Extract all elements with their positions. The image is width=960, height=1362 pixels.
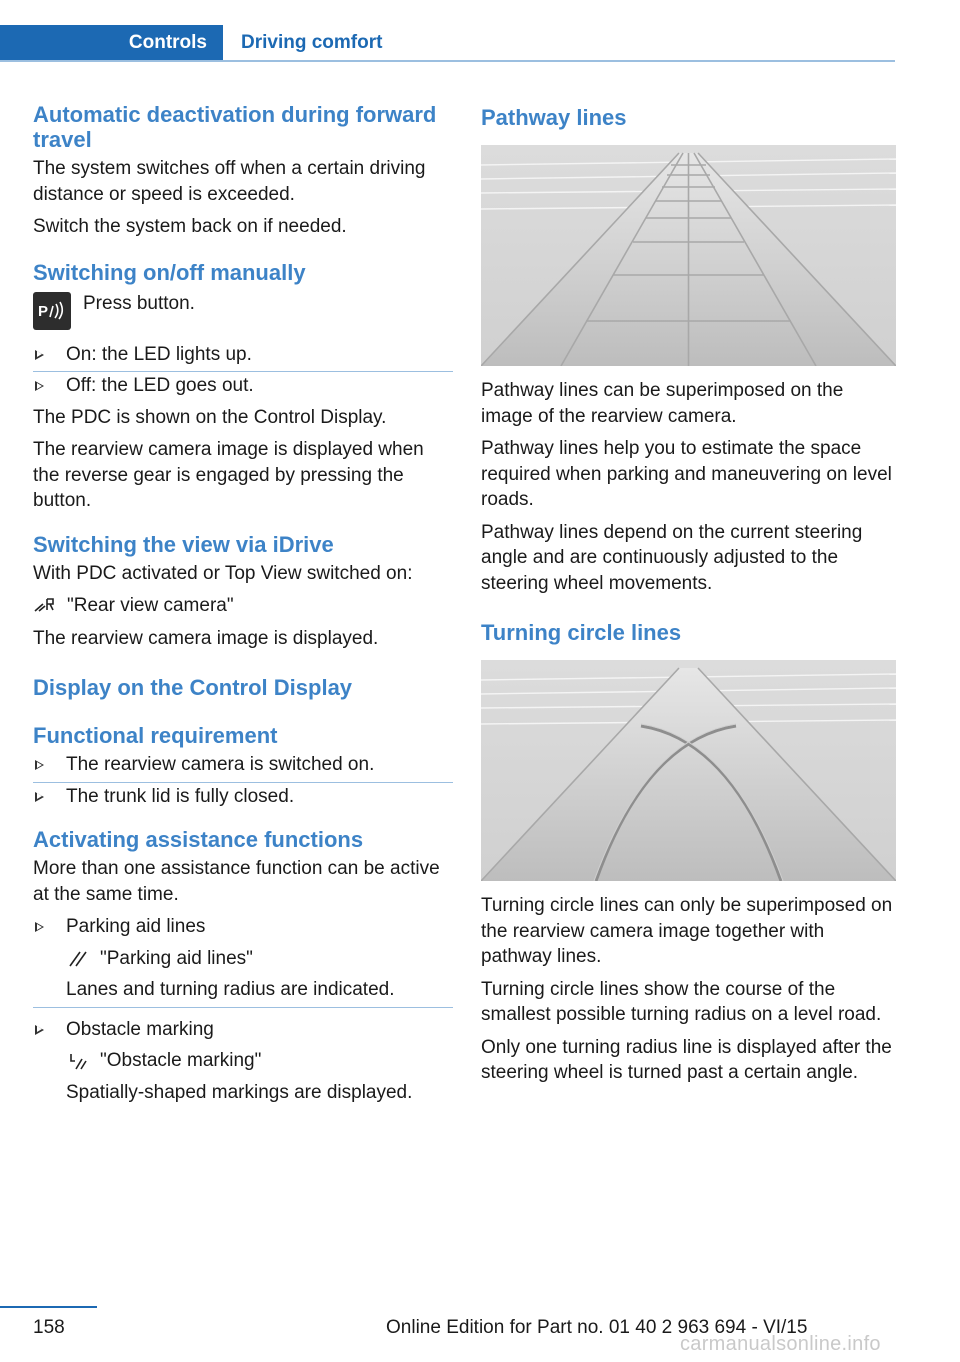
menu-rear-view-camera: "Rear view camera" xyxy=(67,595,234,616)
rear-camera-icon xyxy=(33,595,59,617)
list-assistance-functions xyxy=(33,914,453,1105)
heading-pathway-lines: Pathway lines xyxy=(481,105,627,130)
heading-display-control: Display on the Control Display xyxy=(33,675,353,700)
heading-switch-manual: Switching on/off manually xyxy=(33,259,306,285)
text-with-pdc: With PDC activated or Top View switched on: xyxy=(33,562,413,584)
text-pathway-2: Pathway lines help you to estimate the space required when parking and maneuvering on level roads. xyxy=(481,438,892,510)
list-item-parking-aid: Parking aid lines "Parking aid lines" Lanes and turning radius are indicated. xyxy=(33,914,453,1003)
list-item: Off: the LED goes out. xyxy=(33,373,453,399)
turning-circle-figure xyxy=(481,660,896,881)
press-button-row xyxy=(33,292,453,330)
list-requirements xyxy=(33,752,453,809)
pathway-lines-figure xyxy=(481,145,896,366)
text-auto-2: Switch the system back on if needed. xyxy=(33,216,347,237)
text-turning-3: Only one turning radius line is displayed after the steering wheel is turned past a certain angle. xyxy=(481,1036,892,1083)
text-turning-2: Turning circle lines show the course of the smallest possible turning radius on a level road. xyxy=(481,978,882,1025)
text-press-button: Press button. xyxy=(83,292,195,314)
svg-text:P: P xyxy=(38,302,49,320)
heading-functional-requirement: Functional requirement xyxy=(33,723,278,748)
obstacle-marking-icon xyxy=(66,1050,92,1072)
header-rule xyxy=(0,60,895,62)
text-parking-aid-desc: Lanes and turning radius are indicated. xyxy=(66,979,395,1000)
right-column xyxy=(481,100,896,1086)
heading-turning-circle: Turning circle lines xyxy=(481,620,682,645)
list-item: The rearview camera is switched on. xyxy=(33,752,453,778)
parking-aid-lines-icon xyxy=(66,947,92,969)
page-number: 158 xyxy=(33,1317,65,1338)
menu-parking-aid-lines: "Parking aid lines" xyxy=(100,947,253,969)
tab-controls[interactable]: Controls xyxy=(0,25,223,60)
list-item-obstacle: Obstacle marking "Obstacle marking" Spatially-shaped markings are displayed. xyxy=(33,1017,453,1106)
text-auto-1: The system switches off when a certain driving distance or speed is exceeded. xyxy=(33,158,426,205)
text-image-displayed: The rearview camera image is displayed. xyxy=(33,627,379,649)
menu-obstacle-marking: "Obstacle marking" xyxy=(100,1050,262,1071)
list-item: The trunk lid is fully closed. xyxy=(33,784,453,810)
header-tabbar xyxy=(0,25,895,62)
text-turning-1: Turning circle lines can only be superimposed on the rearview camera image together with pathway lines. xyxy=(481,895,893,967)
heading-auto-deactivation: Automatic deactivation during forward travel xyxy=(33,102,437,152)
footer-rule xyxy=(0,1306,97,1308)
heading-switch-view: Switching the view via iDrive xyxy=(33,531,334,557)
text-pathway-1: Pathway lines can be superimposed on the image of the rearview camera. xyxy=(481,380,844,427)
text-more-than-one: More than one assistance function can be active at the same time. xyxy=(33,858,440,905)
list-item: On: the LED lights up. xyxy=(33,342,453,368)
menu-rear-view-row xyxy=(33,593,453,619)
text-pathway-3: Pathway lines depend on the current steering angle and are continuously adjusted to the steering wheel movements. xyxy=(481,521,863,594)
text-pdc-shown: The PDC is shown on the Control Display. xyxy=(33,406,387,428)
list-on-off xyxy=(33,342,453,399)
watermark: carmanualsonline.info xyxy=(680,1333,881,1355)
edition-text: Online Edition for Part no. 01 40 2 963 694 - VI/15 xyxy=(386,1317,808,1338)
heading-activating-assistance: Activating assistance functions xyxy=(33,827,364,852)
text-rearview-displayed: The rearview camera image is displayed when the reverse gear is engaged by pressing the button. xyxy=(33,439,424,511)
pdc-button-icon xyxy=(33,292,71,330)
tab-driving-comfort[interactable]: Driving comfort xyxy=(241,31,383,53)
left-column xyxy=(33,100,453,1111)
text-obstacle-desc: Spatially-shaped markings are displayed. xyxy=(66,1081,413,1103)
